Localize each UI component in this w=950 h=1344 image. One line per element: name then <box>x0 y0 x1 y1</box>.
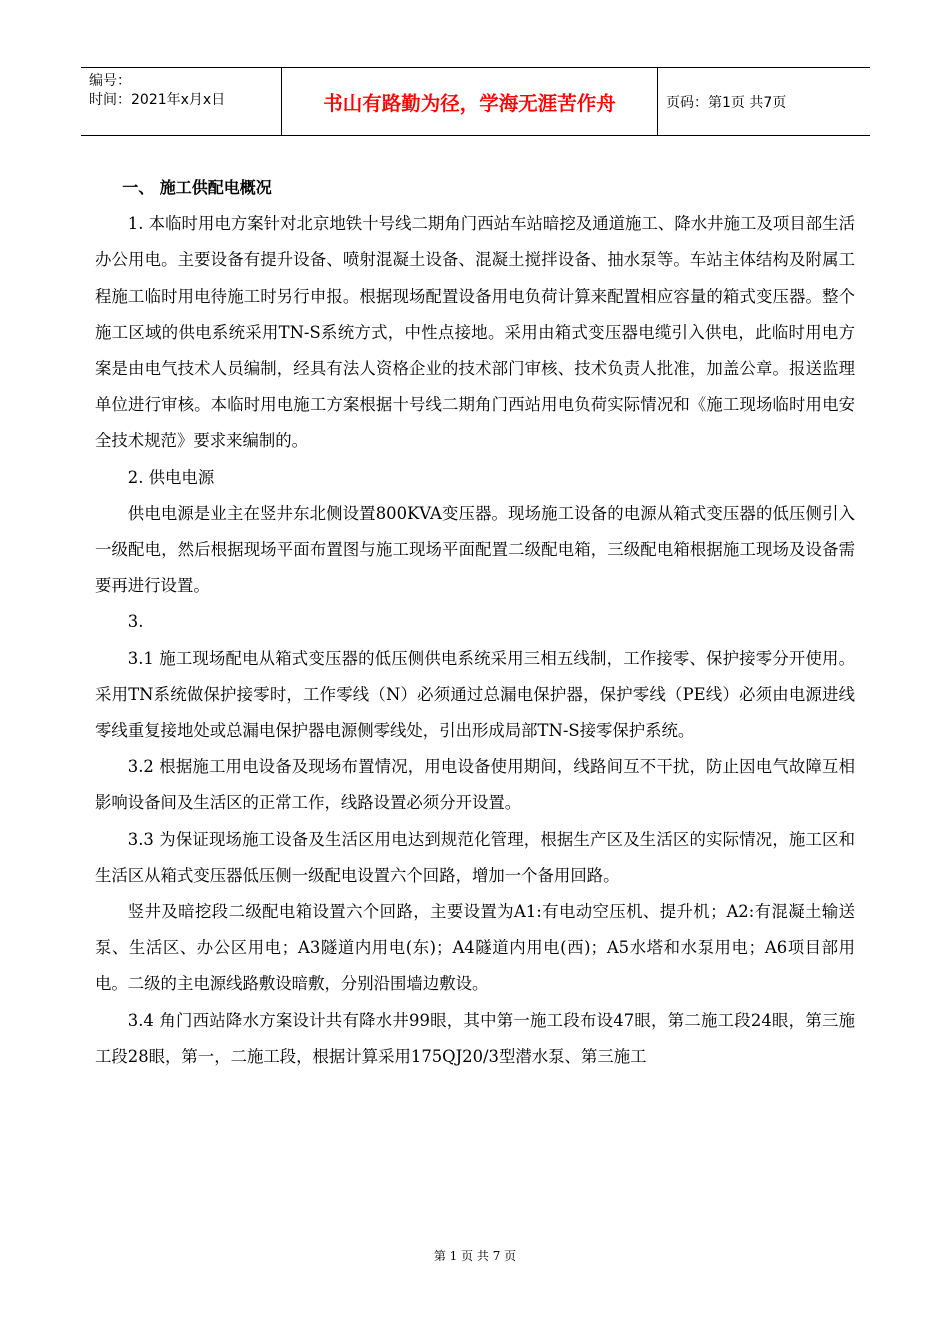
header-page-cell <box>658 68 870 135</box>
paragraph-8: 竖井及暗挖段二级配电箱设置六个回路，主要设置为A1:有电动空压机、提升机；A2:有混凝土输送泵、生活区、办公区用电；A3隧道内用电(东)；A4隧道内用电(西)；A5水塔和水泵用电；A6项目部用电。二级的主电源线路敷设暗敷，分别沿围墙边敷设。 <box>95 902 855 994</box>
header-table <box>81 67 870 136</box>
paragraph-4: 3. <box>127 612 144 632</box>
paragraph-2: 2. 供电电源 <box>127 467 215 487</box>
document-date-label: 时间：2021年x月x日 <box>89 92 226 108</box>
paragraph-5: 3.1 施工现场配电从箱式变压器的低压侧供电系统采用三相五线制，工作接零、保护接零分开使用。采用TN系统做保护接零时，工作零线（N）必须通过总漏电保护器，保护零线（PE线）必须由电源进线零线重复接地处或总漏电保护器电源侧零线处，引出形成局部TN-S接零保护系统。 <box>95 648 855 741</box>
document-number-label: 编号： <box>89 73 131 89</box>
paragraph-9: 3.4 角门西站降水方案设计共有降水井99眼，其中第一施工段布设47眼，第二施工段24眼，第三施工段28眼，第一，二施工段，根据计算采用175QJ20/3型潜水泵、第三施工 <box>95 1010 855 1066</box>
paragraph-6: 3.2 根据施工用电设备及现场布置情况，用电设备使用期间，线路间互不干扰，防止因电气故障互相影响设备间及生活区的正常工作，线路设置必须分开设置。 <box>95 757 855 813</box>
footer-page-number: 第 1 页 共 7 页 <box>433 1249 517 1263</box>
header-meta-cell <box>81 68 282 135</box>
paragraph-3: 供电电源是业主在竖井东北侧设置800KVA变压器。现场施工设备的电源从箱式变压器的低压侧引入一级配电，然后根据现场平面布置图与施工现场平面配置二级配电箱，三级配电箱根据施工现场及设备需要再进行设置。 <box>95 503 855 596</box>
paragraph-7: 3.3 为保证现场施工设备及生活区用电达到规范化管理，根据生产区及生活区的实际情况，施工区和生活区从箱式变压器低压侧一级配电设置六个回路，增加一个备用回路。 <box>95 829 855 885</box>
paragraph-1: 1. 本临时用电方案针对北京地铁十号线二期角门西站车站暗挖及通道施工、降水井施工及项目部生活办公用电。主要设备有提升设备、喷射混凝土设备、混凝土搅拌设备、抽水泵等。车站主体结构及附属工程施工临时用电待施工时另行申报。根据现场配置设备用电负荷计算来配置相应容量的箱式变压器。整个施工区域的供电系统采用TN-S系统方式，中性点接地。采用由箱式变压器电缆引入供电，此临时用电方案是由电气技术人员编制，经具有法人资格企业的技术部门审核、技术负责人批准，加盖公章。报送监理单位进行审核。本临时用电施工方案根据十号线二期角门西站用电负荷实际情况和《施工现场临时用电安全技术规范》要求来编制的。 <box>95 214 855 451</box>
header-motto-cell <box>282 68 658 135</box>
header-motto: 书山有路勤为径，学海无涯苦作舟 <box>323 91 616 115</box>
header-page-info: 页码：第1页 共7页 <box>666 94 787 111</box>
document-body <box>95 170 855 1075</box>
section-title: 一、 施工供配电概况 <box>122 178 272 197</box>
page-footer <box>0 1247 950 1264</box>
